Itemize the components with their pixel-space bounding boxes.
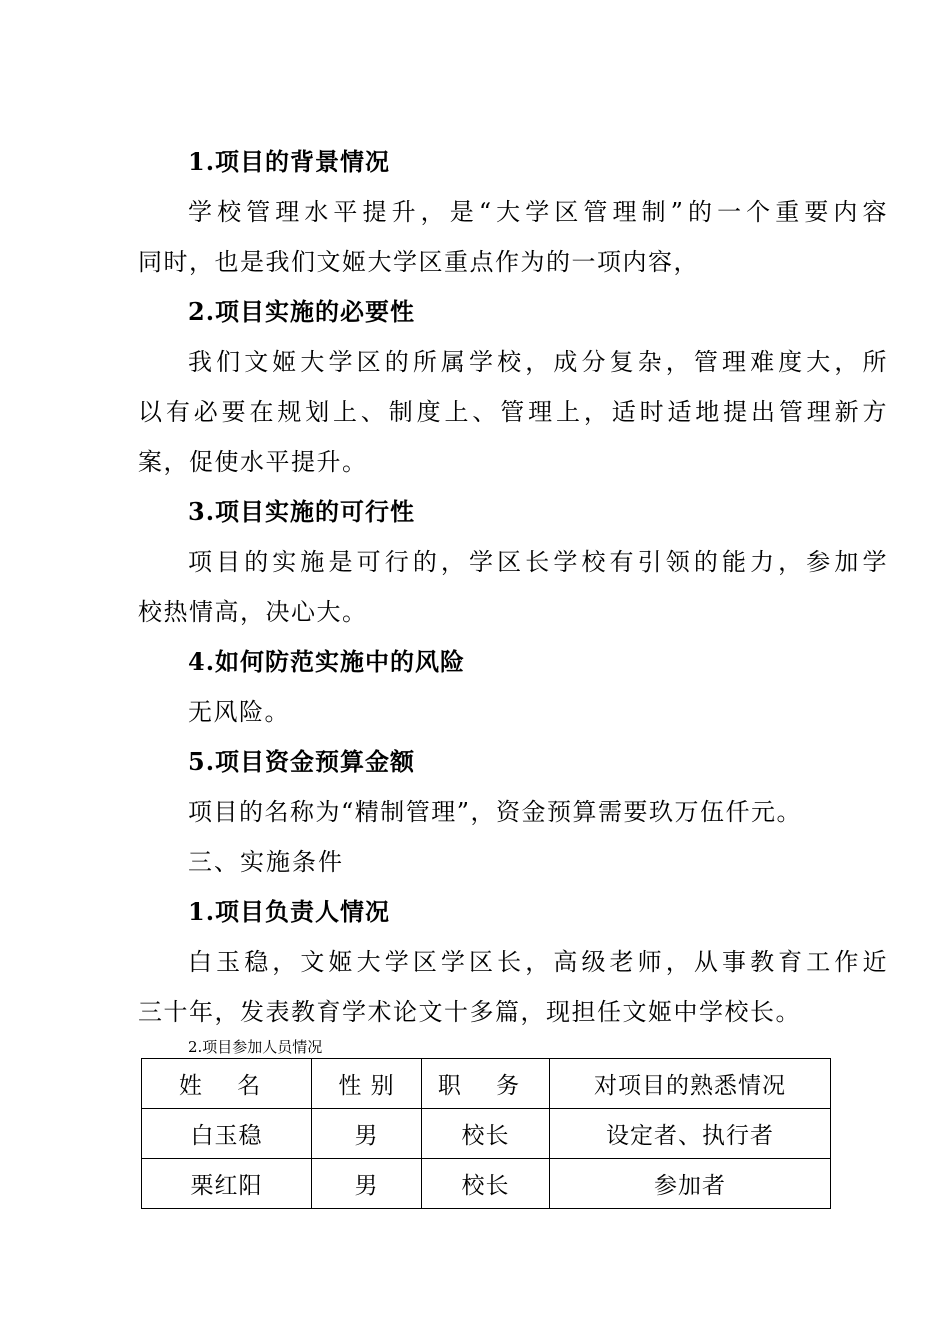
table-row	[142, 1159, 831, 1209]
heading-leader: 1.项目负责人情况	[188, 897, 391, 926]
paragraph-line: 以有必要在规划上、制度上、管理上，适时适地提出管理新方	[138, 398, 888, 426]
heading-budget: 5.项目资金预算金额	[188, 747, 416, 776]
table-cell: 男	[312, 1109, 422, 1159]
paragraph-line: 无风险。	[188, 698, 290, 726]
table-cell: 男	[312, 1159, 422, 1209]
heading-background: 1.项目的背景情况	[188, 147, 391, 176]
section-title: 三、实施条件	[188, 848, 344, 876]
table-header-cell: 职 务	[422, 1059, 550, 1109]
table-row	[142, 1109, 831, 1159]
paragraph-line: 我们文姬大学区的所属学校，成分复杂，管理难度大，所	[188, 348, 888, 376]
paragraph-line: 学校管理水平提升，是“大学区管理制”的一个重要内容	[188, 198, 888, 226]
heading-necessity: 2.项目实施的必要性	[188, 297, 416, 326]
paragraph-line: 项目的名称为“精制管理”，资金预算需要玖万伍仟元。	[188, 798, 803, 826]
paragraph-line: 三十年，发表教育学术论文十多篇，现担任文姬中学校长。	[138, 998, 801, 1026]
table-header-cell: 对项目的熟悉情况	[550, 1059, 831, 1109]
table-cell: 白玉稳	[142, 1109, 312, 1159]
table-cell: 栗红阳	[142, 1159, 312, 1209]
paragraph-line: 案，促使水平提升。	[138, 448, 368, 476]
heading-risk: 4.如何防范实施中的风险	[188, 647, 466, 676]
table-header-row	[142, 1059, 831, 1109]
paragraph-line: 同时，也是我们文姬大学区重点作为的一项内容，	[138, 248, 699, 276]
table-header-cell: 姓 名	[142, 1059, 312, 1109]
table-caption: 2.项目参加人员情况	[188, 1038, 323, 1056]
staff-table	[141, 1058, 831, 1209]
paragraph-line: 校热情高，决心大。	[138, 598, 368, 626]
table-cell: 校长	[422, 1109, 550, 1159]
table-header-cell: 性 别	[312, 1059, 422, 1109]
table-cell: 参加者	[550, 1159, 831, 1209]
table-cell: 设定者、执行者	[550, 1109, 831, 1159]
paragraph-line: 项目的实施是可行的，学区长学校有引领的能力，参加学	[188, 548, 888, 576]
paragraph-line: 白玉稳，文姬大学区学区长，高级老师，从事教育工作近	[188, 948, 888, 976]
table-cell: 校长	[422, 1159, 550, 1209]
heading-feasibility: 3.项目实施的可行性	[188, 497, 416, 526]
